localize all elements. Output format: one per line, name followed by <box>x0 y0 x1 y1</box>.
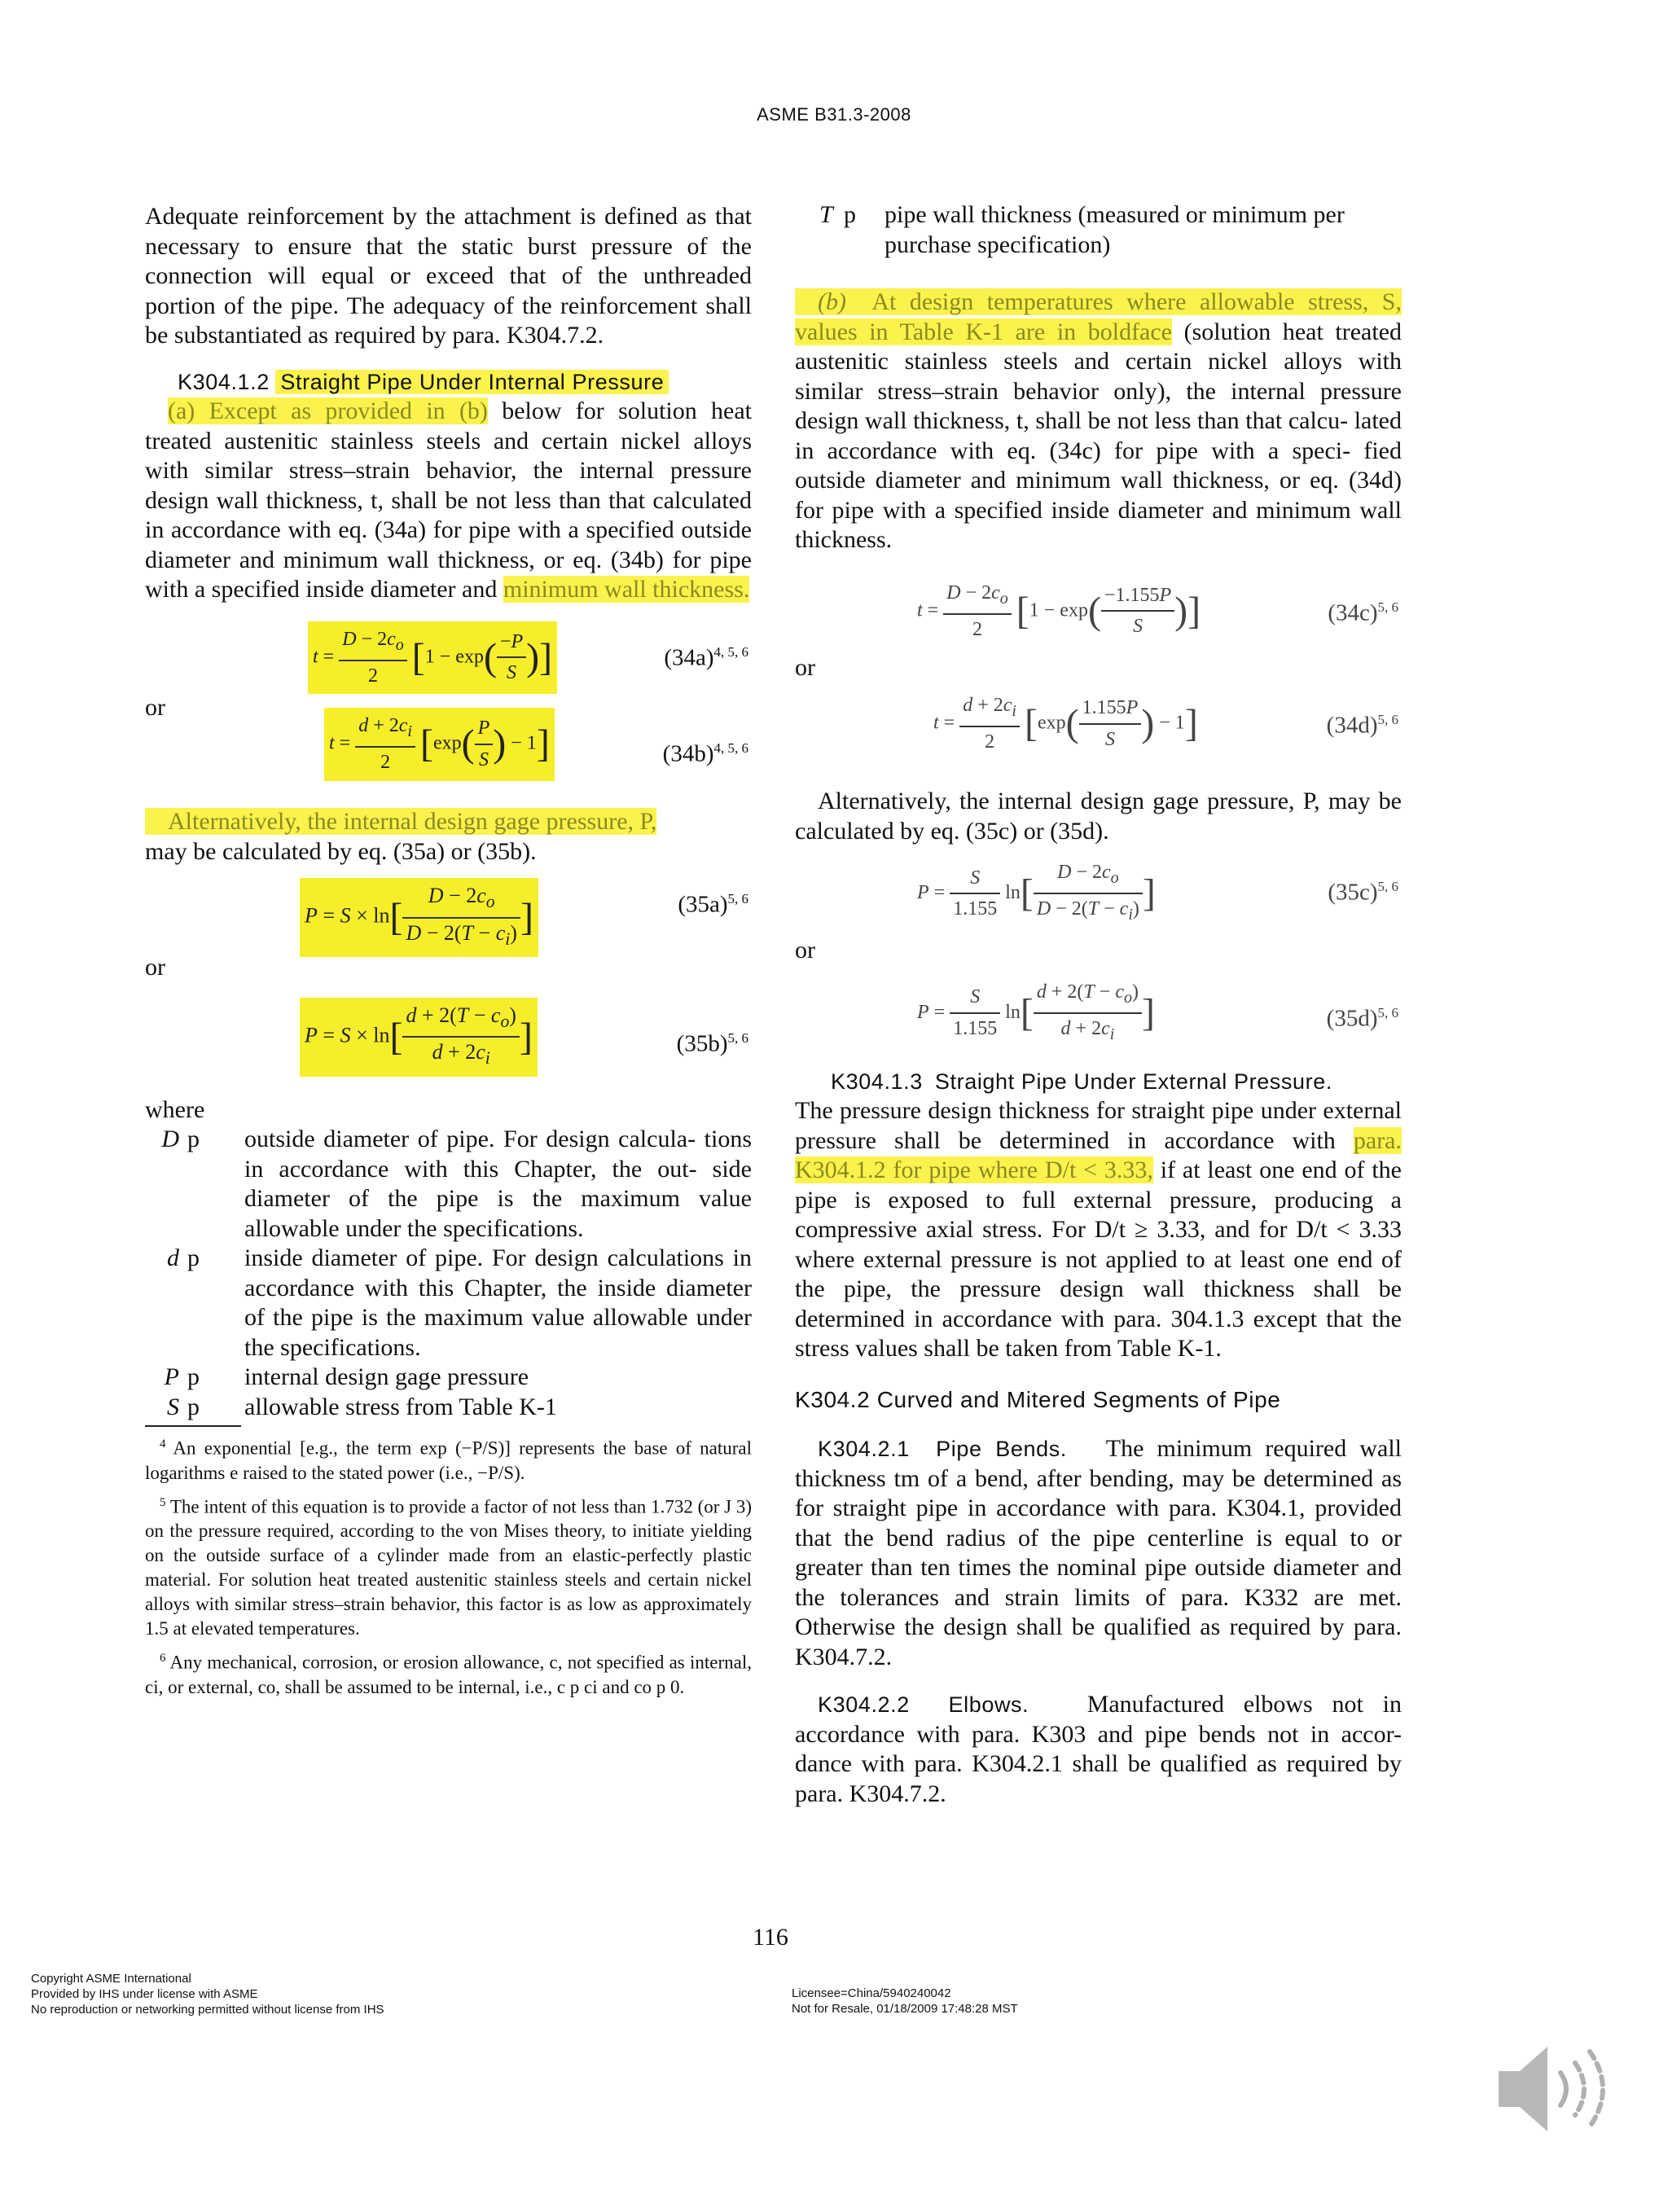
definition-D: D p outside diameter of pipe. For design calcula- tions in accordance with this Chapter, the out- side diameter of the pipe is the maximum value allowable under the specifications. <box>161 1126 752 1242</box>
equation-35a-number: $(35a)^{5, 6}$ <box>678 891 748 918</box>
section-heading-k30413: K304.1.3 Straight Pipe Under External Pressure. <box>831 1069 1332 1094</box>
or-label-2: or <box>145 954 165 981</box>
footer-right: Licensee=China/5940240042 Not for Resale, 01/18/2009 17:48:28 MST <box>792 1986 1018 2016</box>
equation-34a-number: $(34a)^{4, 5, 6}$ <box>664 643 748 671</box>
alternatively-right: Alternatively, the internal design gage pressure, P, may be calculated by eq. (35c) or (35d). <box>795 788 1402 845</box>
equation-35c-number: $(35c)^{5, 6}$ <box>1328 879 1398 906</box>
equation-34d <box>795 691 1402 766</box>
equation-35b-number: $(35b)^{5, 6}$ <box>676 1029 748 1057</box>
highlight-b: (b) At design temperatures where allowable stress, S, values in Table K-1 are in boldface <box>795 288 1402 345</box>
footnote-5: $^5$ The intent of this equation is to provide a factor of not less than 1.732 (or J 3) on the pressure required, according to the von Mises theory, to initiate yielding on the outside surface of a cylinder made from an elastic-perfectly plastic material. For solution heat treated austenitic stainless steels and certain nickel alloys with similar stress–strain behavior, this factor is as low as approximately 1.5 at elevated temperatures. <box>145 1495 752 1639</box>
section-heading-k30412 <box>145 367 752 397</box>
paragraph-b <box>795 287 1402 555</box>
paragraph-b-text: (solution heat treated austenitic stainless steels and certain nickel alloys with similar stress–strain behavior only), the internal pressure design wall thickness, t, shall be not less than that calcu- lated in accordance with eq. (34c) for pipe with a speci- fied outside diameter and minimum wall thickness, or eq. (34d) for pipe with a specified inside diameter and minimum wall thickness. <box>795 318 1402 553</box>
equation-34c <box>795 573 1402 655</box>
paragraph-k30413: The pressure design thickness for straight pipe under external pressure shall be determined in accordance with para. K304.1.2 for pipe where D/t < 3.33, if at least one end of the pipe is exposed to full external pressure, producing a compressive axial stress. For D/t ≥ 3.33, and for D/t < 3.33 where external pressure is not applied to at least one end of the pipe, the pressure design wall thickness shall be determined in accordance with para. 304.1.3 except that the stress values shall be taken from Table K-1. <box>795 1097 1402 1362</box>
equation-35a-formula: P = S × ln[ $\frac{D - 2c_o}{D - 2(T - c_i)}$ ] <box>300 878 538 957</box>
footnote-rule <box>145 1425 241 1427</box>
definition-S: S p allowable stress from Table K-1 <box>167 1393 557 1420</box>
paragraph-a-text: below for solution heat treated austenitic stainless steels and certain nickel alloys with similar stress–strain behavior, the internal pressure design wall thickness, t, shall be not less than that calculated in accordance with eq. (34a) for pipe with a specified outside diameter and minimum wall thickness, or eq. (34b) for pipe with a specified inside diameter and <box>145 397 752 603</box>
definition-P: P p internal design gage pressure <box>164 1363 529 1390</box>
highlight-dt: para. K304.1.2 for pipe where D/t < 3.33, <box>795 1126 1402 1183</box>
section-number: K304.1.2 <box>178 369 270 394</box>
paragraph-a <box>145 397 752 605</box>
alternatively-rest: may be calculated by eq. (35a) or (35b). <box>145 837 537 865</box>
equation-34c-number: $(34c)^{5, 6}$ <box>1328 599 1398 626</box>
equation-35d <box>795 977 1402 1062</box>
footnote-4: $^4$ An exponential [e.g., the term exp (−P/S)] represents the base of natural logarithms e raised to the stated power (i.e., −P/S). <box>145 1437 753 1483</box>
equation-34c-formula: t = $\frac{D - 2c_o}{2}$ [1 − exp( $\frac{-1.155P}{S}$ )] <box>917 578 1201 645</box>
page-number: 116 <box>753 1924 788 1951</box>
or-label-right-2: or <box>795 937 815 963</box>
reinforcement-paragraph: Adequate reinforcement by the attachment is defined as that necessary to ensure that the static burst pressure of the connection will equal or exceed that of the unthreaded portion of the pipe. The adequacy of the reinforcement shall be substantiated as required by para. K304.7.2. <box>145 203 752 349</box>
running-header: ASME B31.3-2008 <box>757 104 911 125</box>
equation-34d-number: $(34d)^{5, 6}$ <box>1326 712 1398 739</box>
equation-34b-number: $(34b)^{4, 5, 6}$ <box>662 740 748 767</box>
section-heading-k3042: K304.2 Curved and Mitered Segments of Pipe <box>795 1386 1281 1412</box>
equation-34d-formula: t = $\frac{d + 2c_i}{2}$ [exp( $\frac{1.155P}{S}$ ) − 1] <box>933 691 1198 757</box>
or-label: or <box>145 693 165 721</box>
highlight-min-wall: minimum wall thickness. <box>503 576 750 603</box>
or-label-right: or <box>795 653 815 681</box>
equation-35c-formula: P = $\frac{S}{1.155}$ ln[ $\frac{D - 2c_o}{D - 2(T - c_i)}$ ] <box>917 858 1156 930</box>
speaker-icon[interactable] <box>1490 2032 1621 2146</box>
footer-left: Copyright ASME International Provided by IHS under license with ASME No reproduction or networking permitted without license from IHS <box>31 1972 384 2017</box>
footnote-6: $^6$ Any mechanical, corrosion, or erosion allowance, c, not specified as internal, ci, or external, co, shall be assumed to be internal, i.e., c p ci and co p 0. <box>145 1652 752 1697</box>
equation-35b-formula: P = S × ln[ $\frac{d + 2(T - c_o)}{d + 2c_i}$ ] <box>300 998 538 1077</box>
equation-35c <box>795 858 1402 939</box>
highlight-a: (a) Except as provided in (b) <box>168 397 488 424</box>
where-label: where <box>145 1095 205 1123</box>
alternatively-paragraph <box>145 807 752 867</box>
equation-34a <box>145 617 752 688</box>
section-title: Straight Pipe Under Internal Pressure <box>275 370 669 394</box>
paragraph-k30422: K304.2.2 Elbows. Manufactured elbows not in accordance with para. K303 and pipe bends not in accor- dance with para. K304.2.1 shall be qualified as required by para. K304.7.2. <box>795 1691 1402 1807</box>
definition-d: d p inside diameter of pipe. For design calculations in accordance with this Chapter, the inside diameter of the pipe is the maximum value allowable under the specifications. <box>167 1244 752 1361</box>
equation-34b-formula: t = $\frac{d + 2c_i}{2}$ [exp( $\frac{P}{S}$ ) − 1] <box>324 708 555 781</box>
equation-35a <box>145 876 752 958</box>
right-column <box>795 200 1402 1809</box>
equation-34b <box>145 715 752 779</box>
equation-34a-formula: t = $\frac{D - 2c_o}{2}$ [1 − exp( $\frac{-P}{S}$ )] <box>308 621 557 695</box>
paragraph-k30421: K304.2.1 Pipe Bends. The minimum required wall thickness tm of a bend, after bending, may be determined as for straight pipe in accordance with para. K304.1, provided that the bend radius of the pipe centerline is equal to or greater than ten times the nominal pipe outside diameter and the tolerances and strain limits of para. K332 are met. Otherwise the design shall be qualified as required by para. K304.7.2. <box>795 1435 1402 1670</box>
equation-35d-formula: P = $\frac{S}{1.155}$ ln[ $\frac{d + 2(T - c_o)}{d + 2c_i}$ ] <box>917 977 1155 1050</box>
definitions-list <box>145 1125 752 1422</box>
definition-T: T p pipe wall thickness (measured or minimum per purchase specification) <box>819 201 1345 258</box>
left-column <box>145 202 752 1700</box>
equation-35d-number: $(35d)^{5, 6}$ <box>1326 1004 1398 1032</box>
highlight-alternatively: Alternatively, the internal design gage pressure, P, <box>145 808 656 835</box>
equation-35b <box>145 994 752 1086</box>
